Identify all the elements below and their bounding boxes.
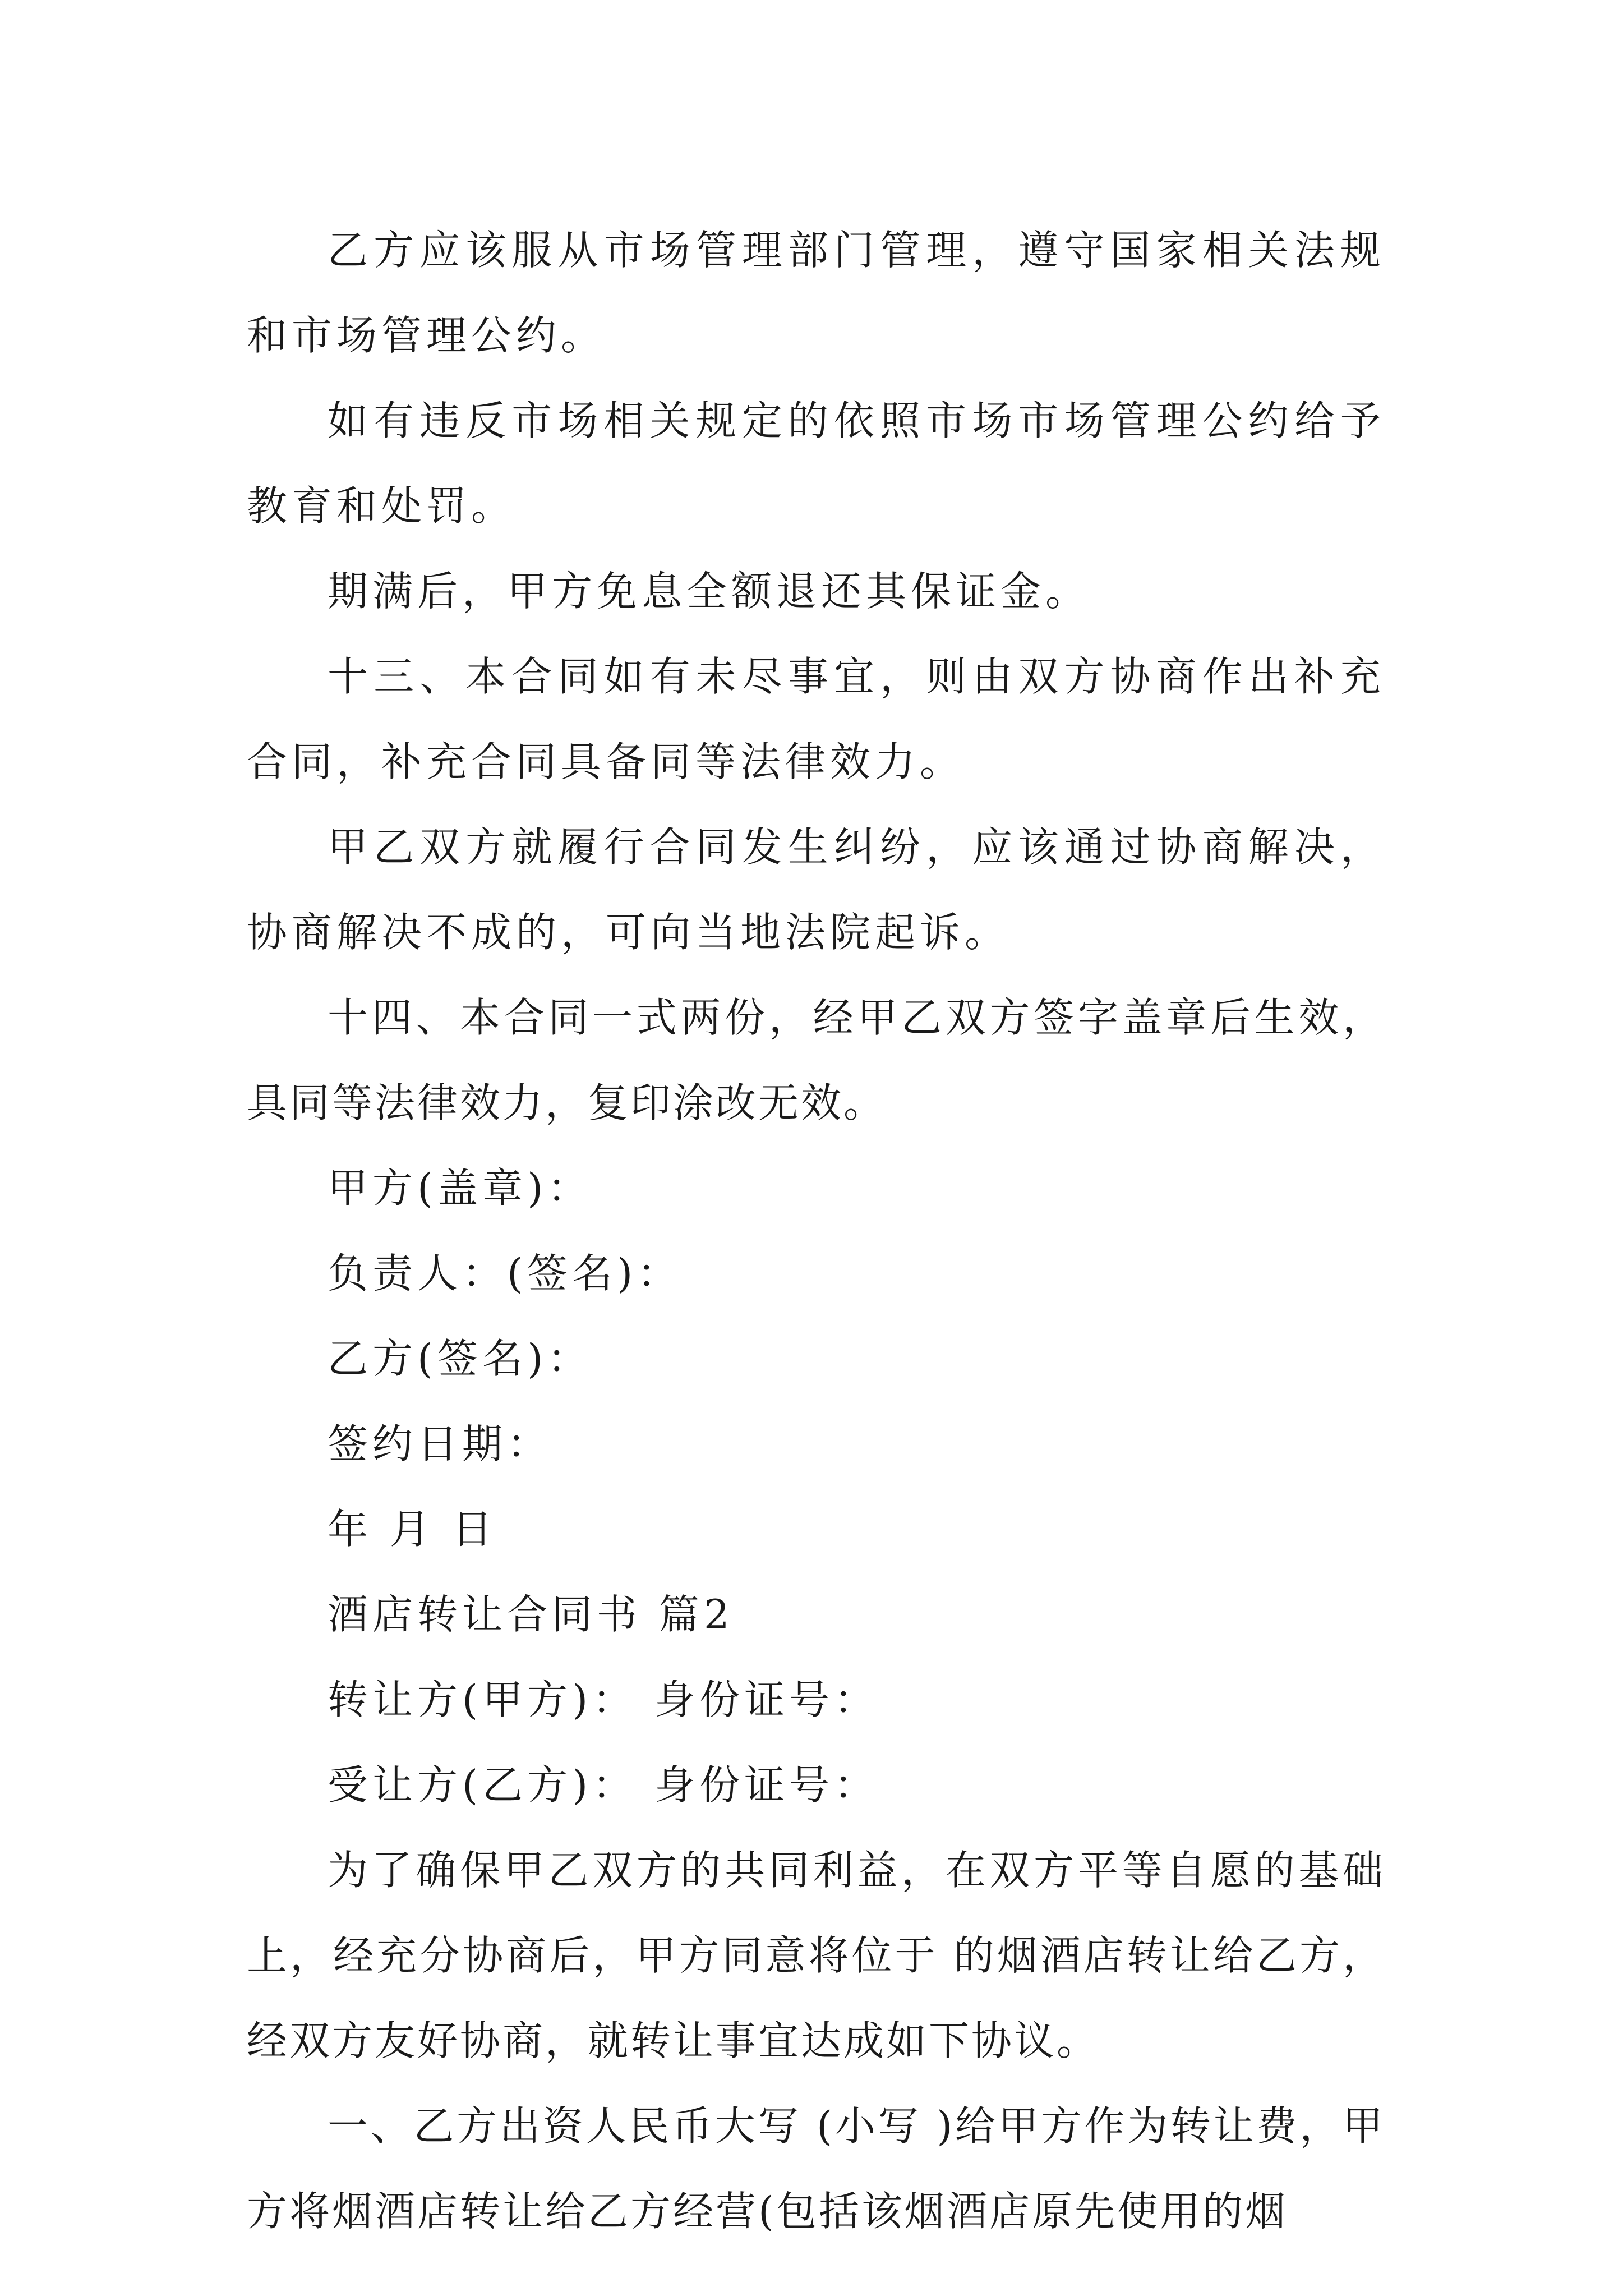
signing-date-label: 签约日期： [328, 1420, 552, 1467]
transferor-line: 转让方(甲方)： 身份证号： [328, 1676, 879, 1723]
date-placeholder: 年 月 日 [328, 1506, 497, 1553]
paragraph: 为了确保甲乙双方的共同利益，在双方平等自愿的基础上，经充分协商后，甲方同意将位于 的烟酒店转让给乙方，经双方友好协商，就转让事宜达成如下协议。 [247, 1847, 1385, 2064]
section-title: 酒店转让合同书 篇2 [328, 1591, 734, 1638]
paragraph: 十四、本合同一式两份，经甲乙双方签字盖章后生效，具同等法律效力，复印涂改无效。 [247, 994, 1385, 1126]
document-body [247, 208, 1385, 2254]
signature-line-responsible-person: 负责人：(签名)： [328, 1250, 683, 1297]
paragraph: 如有违反市场相关规定的依照市场市场管理公约给予教育和处罚。 [247, 397, 1385, 530]
transferee-line: 受让方(乙方)： 身份证号： [328, 1761, 879, 1809]
paragraph: 十三、本合同如有未尽事宜，则由双方协商作出补充合同，补充合同具备同等法律效力。 [247, 653, 1385, 785]
paragraph: 乙方应该服从市场管理部门管理，遵守国家相关法规和市场管理公约。 [247, 227, 1385, 359]
paragraph: 一、乙方出资人民币大写 (小写 )给甲方作为转让费，甲方将烟酒店转让给乙方经营(包括该烟酒店原先使用的烟 [247, 2102, 1385, 2235]
paragraph: 甲乙双方就履行合同发生纠纷，应该通过协商解决，协商解决不成的，可向当地法院起诉。 [247, 823, 1385, 956]
signature-line-party-b: 乙方(签名)： [328, 1335, 593, 1382]
paragraph: 期满后，甲方免息全额退还其保证金。 [328, 568, 1091, 615]
signature-line-party-a: 甲方(盖章)： [328, 1165, 593, 1212]
